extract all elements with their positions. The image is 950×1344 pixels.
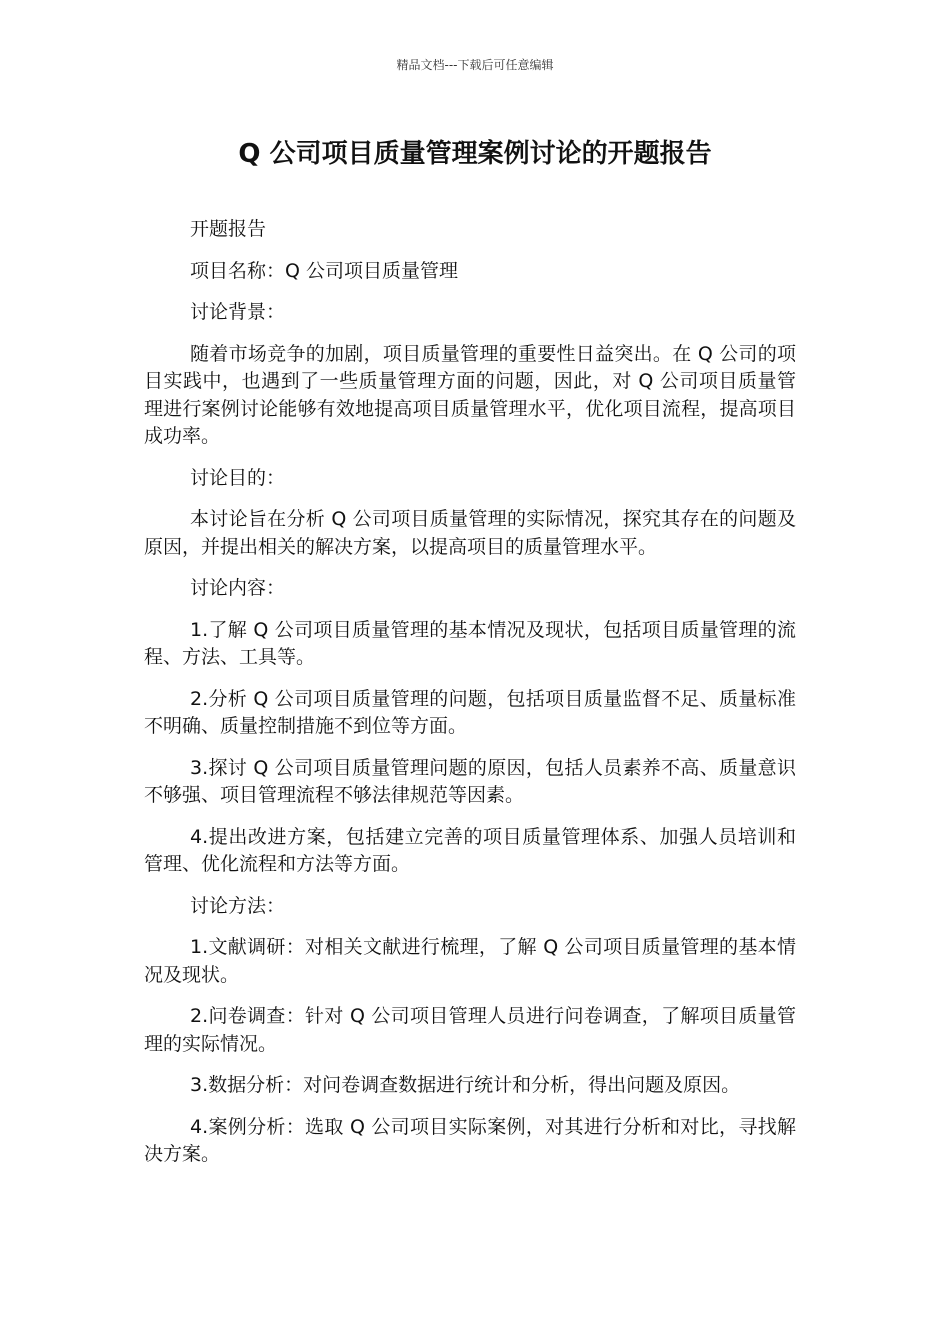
content-item-1: 1.了解 Q 公司项目质量管理的基本情况及现状，包括项目质量管理的流程、方法、工具等。 xyxy=(144,618,796,668)
paragraph-purpose: 本讨论旨在分析 Q 公司项目质量管理的实际情况，探究其存在的问题及原因，并提出相关的解决方案，以提高项目的质量管理水平。 xyxy=(144,508,796,558)
method-item-2: 2.问卷调查：针对 Q 公司项目管理人员进行问卷调查，了解项目质量管理的实际情况。 xyxy=(144,1005,796,1055)
document-body xyxy=(144,216,796,1183)
content-item-3: 3.探讨 Q 公司项目质量管理问题的原因，包括人员素养不高、质量意识不够强、项目管理流程不够法律规范等因素。 xyxy=(144,756,796,806)
method-item-1: 1.文献调研：对相关文献进行梳理，了解 Q 公司项目质量管理的基本情况及现状。 xyxy=(144,936,796,986)
method-item-3: 3.数据分析：对问卷调查数据进行统计和分析，得出问题及原因。 xyxy=(190,1074,741,1096)
paragraph-report-label: 开题报告 xyxy=(190,218,267,240)
method-item-4: 4.案例分析：选取 Q 公司项目实际案例，对其进行分析和对比，寻找解决方案。 xyxy=(144,1115,796,1165)
paragraph-background: 随着市场竞争的加剧，项目质量管理的重要性日益突出。在 Q 公司的项目实践中，也遇到了一些质量管理方面的问题，因此，对 Q 公司项目质量管理进行案例讨论能够有效地提高项目质量管理水平，优化项目流程，提高项目成功率。 xyxy=(144,342,796,447)
content-item-4: 4.提出改进方案，包括建立完善的项目质量管理体系、加强人员培训和管理、优化流程和方法等方面。 xyxy=(144,825,796,875)
heading-purpose: 讨论目的： xyxy=(190,466,286,489)
document-title: Q 公司项目质量管理案例讨论的开题报告 xyxy=(238,139,712,169)
content-item-2: 2.分析 Q 公司项目质量管理的问题，包括项目质量监督不足、质量标准不明确、质量控制措施不到位等方面。 xyxy=(144,687,796,737)
heading-methods: 讨论方法： xyxy=(190,894,286,917)
header-note: 精品文档---下载后可任意编辑 xyxy=(396,58,554,72)
heading-background: 讨论背景： xyxy=(190,301,286,323)
paragraph-project-name: 项目名称：Q 公司项目质量管理 xyxy=(190,259,458,282)
heading-content: 讨论内容： xyxy=(190,577,286,599)
